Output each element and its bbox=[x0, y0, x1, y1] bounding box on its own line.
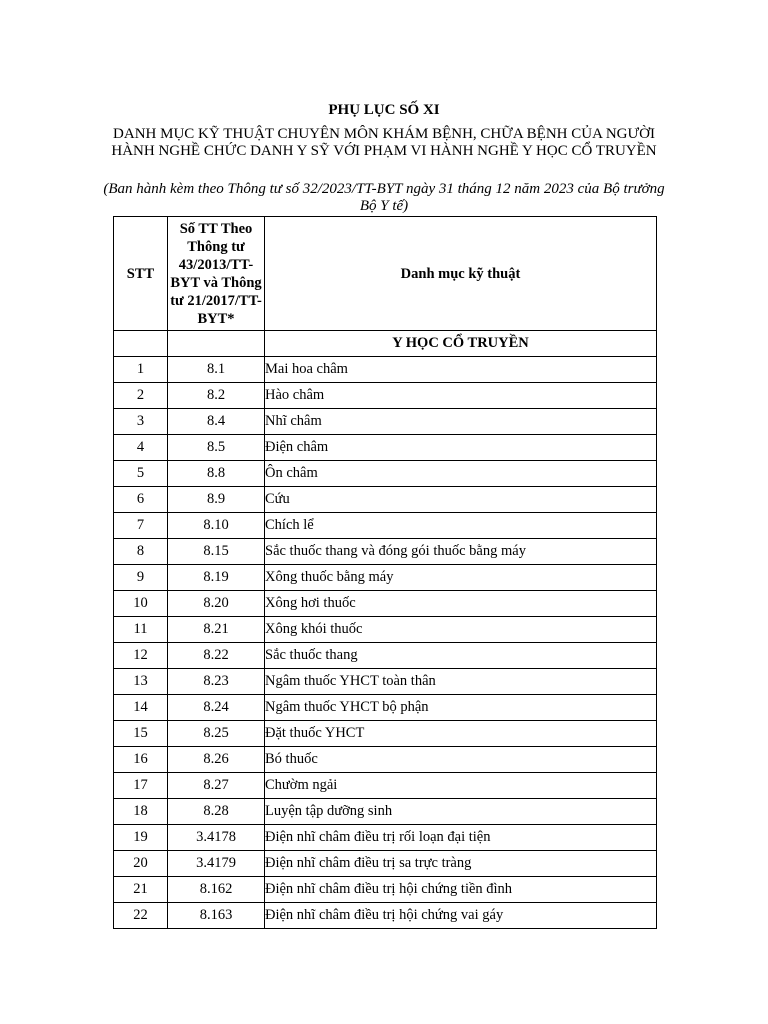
row-stt: 21 bbox=[114, 877, 168, 903]
row-technique-name: Luyện tập dưỡng sinh bbox=[265, 799, 657, 825]
row-technique-name: Điện nhĩ châm điều trị hội chứng vai gáy bbox=[265, 903, 657, 929]
row-reference: 8.10 bbox=[168, 513, 265, 539]
row-reference: 8.26 bbox=[168, 747, 265, 773]
row-technique-name: Chườm ngải bbox=[265, 773, 657, 799]
table-row bbox=[114, 669, 657, 695]
row-technique-name: Đặt thuốc YHCT bbox=[265, 721, 657, 747]
row-reference: 8.9 bbox=[168, 487, 265, 513]
row-reference: 8.4 bbox=[168, 409, 265, 435]
row-reference: 3.4178 bbox=[168, 825, 265, 851]
row-stt: 13 bbox=[114, 669, 168, 695]
row-technique-name: Sắc thuốc thang bbox=[265, 643, 657, 669]
row-technique-name: Điện nhĩ châm điều trị rối loạn đại tiện bbox=[265, 825, 657, 851]
table-row bbox=[114, 383, 657, 409]
technique-table bbox=[113, 216, 657, 929]
row-reference: 8.15 bbox=[168, 539, 265, 565]
table-row bbox=[114, 747, 657, 773]
table-row bbox=[114, 409, 657, 435]
row-reference: 8.28 bbox=[168, 799, 265, 825]
row-technique-name: Xông hơi thuốc bbox=[265, 591, 657, 617]
row-reference: 8.27 bbox=[168, 773, 265, 799]
table-row bbox=[114, 461, 657, 487]
section-row bbox=[114, 331, 657, 357]
row-technique-name: Sắc thuốc thang và đóng gói thuốc bằng máy bbox=[265, 539, 657, 565]
document-subtitle: (Ban hành kèm theo Thông tư số 32/2023/TT-BYT ngày 31 tháng 12 năm 2023 của Bộ trưởng Bộ Y tế) bbox=[103, 181, 665, 214]
row-stt: 20 bbox=[114, 851, 168, 877]
table-row bbox=[114, 643, 657, 669]
row-reference: 8.21 bbox=[168, 617, 265, 643]
row-reference: 8.5 bbox=[168, 435, 265, 461]
row-reference: 8.23 bbox=[168, 669, 265, 695]
row-technique-name: Xông khói thuốc bbox=[265, 617, 657, 643]
row-stt: 3 bbox=[114, 409, 168, 435]
column-header-reference: Số TT Theo Thông tư 43/2013/TT-BYT và Thông tư 21/2017/TT-BYT* bbox=[168, 217, 265, 331]
row-reference: 8.22 bbox=[168, 643, 265, 669]
table-row bbox=[114, 903, 657, 929]
row-reference: 8.25 bbox=[168, 721, 265, 747]
row-stt: 2 bbox=[114, 383, 168, 409]
table-row bbox=[114, 721, 657, 747]
row-stt: 12 bbox=[114, 643, 168, 669]
table-row bbox=[114, 513, 657, 539]
row-stt: 5 bbox=[114, 461, 168, 487]
row-stt: 9 bbox=[114, 565, 168, 591]
row-stt: 8 bbox=[114, 539, 168, 565]
table-row bbox=[114, 591, 657, 617]
row-technique-name: Ôn châm bbox=[265, 461, 657, 487]
row-technique-name: Xông thuốc bằng máy bbox=[265, 565, 657, 591]
table-row bbox=[114, 539, 657, 565]
row-stt: 7 bbox=[114, 513, 168, 539]
row-reference: 8.2 bbox=[168, 383, 265, 409]
row-technique-name: Bó thuốc bbox=[265, 747, 657, 773]
table-header-row bbox=[114, 217, 657, 331]
row-reference: 8.20 bbox=[168, 591, 265, 617]
column-header-technique: Danh mục kỹ thuật bbox=[265, 217, 657, 331]
document-heading: DANH MỤC KỸ THUẬT CHUYÊN MÔN KHÁM BỆNH, CHỮA BỆNH CỦA NGƯỜI HÀNH NGHỀ CHỨC DANH Y SỸ VỚI PHẠM VI HÀNH NGHỀ Y HỌC CỔ TRUYỀN bbox=[111, 126, 657, 159]
row-stt: 10 bbox=[114, 591, 168, 617]
table-row bbox=[114, 851, 657, 877]
table-row bbox=[114, 617, 657, 643]
row-technique-name: Điện châm bbox=[265, 435, 657, 461]
row-stt: 17 bbox=[114, 773, 168, 799]
column-header-stt: STT bbox=[114, 217, 168, 331]
table-row bbox=[114, 435, 657, 461]
row-stt: 18 bbox=[114, 799, 168, 825]
row-stt: 4 bbox=[114, 435, 168, 461]
appendix-title: PHỤ LỤC SỐ XI bbox=[328, 102, 440, 118]
row-technique-name: Nhĩ châm bbox=[265, 409, 657, 435]
row-reference: 8.19 bbox=[168, 565, 265, 591]
row-stt: 22 bbox=[114, 903, 168, 929]
table-row bbox=[114, 773, 657, 799]
row-technique-name: Điện nhĩ châm điều trị hội chứng tiền đình bbox=[265, 877, 657, 903]
row-technique-name: Mai hoa châm bbox=[265, 357, 657, 383]
table-row bbox=[114, 877, 657, 903]
row-stt: 19 bbox=[114, 825, 168, 851]
section-empty-cell bbox=[114, 331, 168, 357]
section-empty-cell bbox=[168, 331, 265, 357]
row-technique-name: Cứu bbox=[265, 487, 657, 513]
row-technique-name: Chích lể bbox=[265, 513, 657, 539]
row-reference: 8.162 bbox=[168, 877, 265, 903]
row-stt: 16 bbox=[114, 747, 168, 773]
row-technique-name: Ngâm thuốc YHCT toàn thân bbox=[265, 669, 657, 695]
row-reference: 8.8 bbox=[168, 461, 265, 487]
table-row bbox=[114, 357, 657, 383]
table-row bbox=[114, 695, 657, 721]
row-stt: 14 bbox=[114, 695, 168, 721]
table-row bbox=[114, 565, 657, 591]
table-row bbox=[114, 487, 657, 513]
row-reference: 3.4179 bbox=[168, 851, 265, 877]
row-technique-name: Ngâm thuốc YHCT bộ phận bbox=[265, 695, 657, 721]
row-reference: 8.24 bbox=[168, 695, 265, 721]
section-title: Y HỌC CỔ TRUYỀN bbox=[265, 331, 657, 357]
row-stt: 6 bbox=[114, 487, 168, 513]
row-stt: 15 bbox=[114, 721, 168, 747]
row-technique-name: Điện nhĩ châm điều trị sa trực tràng bbox=[265, 851, 657, 877]
row-reference: 8.1 bbox=[168, 357, 265, 383]
row-technique-name: Hào châm bbox=[265, 383, 657, 409]
table-row bbox=[114, 799, 657, 825]
table-row bbox=[114, 825, 657, 851]
row-reference: 8.163 bbox=[168, 903, 265, 929]
row-stt: 1 bbox=[114, 357, 168, 383]
row-stt: 11 bbox=[114, 617, 168, 643]
